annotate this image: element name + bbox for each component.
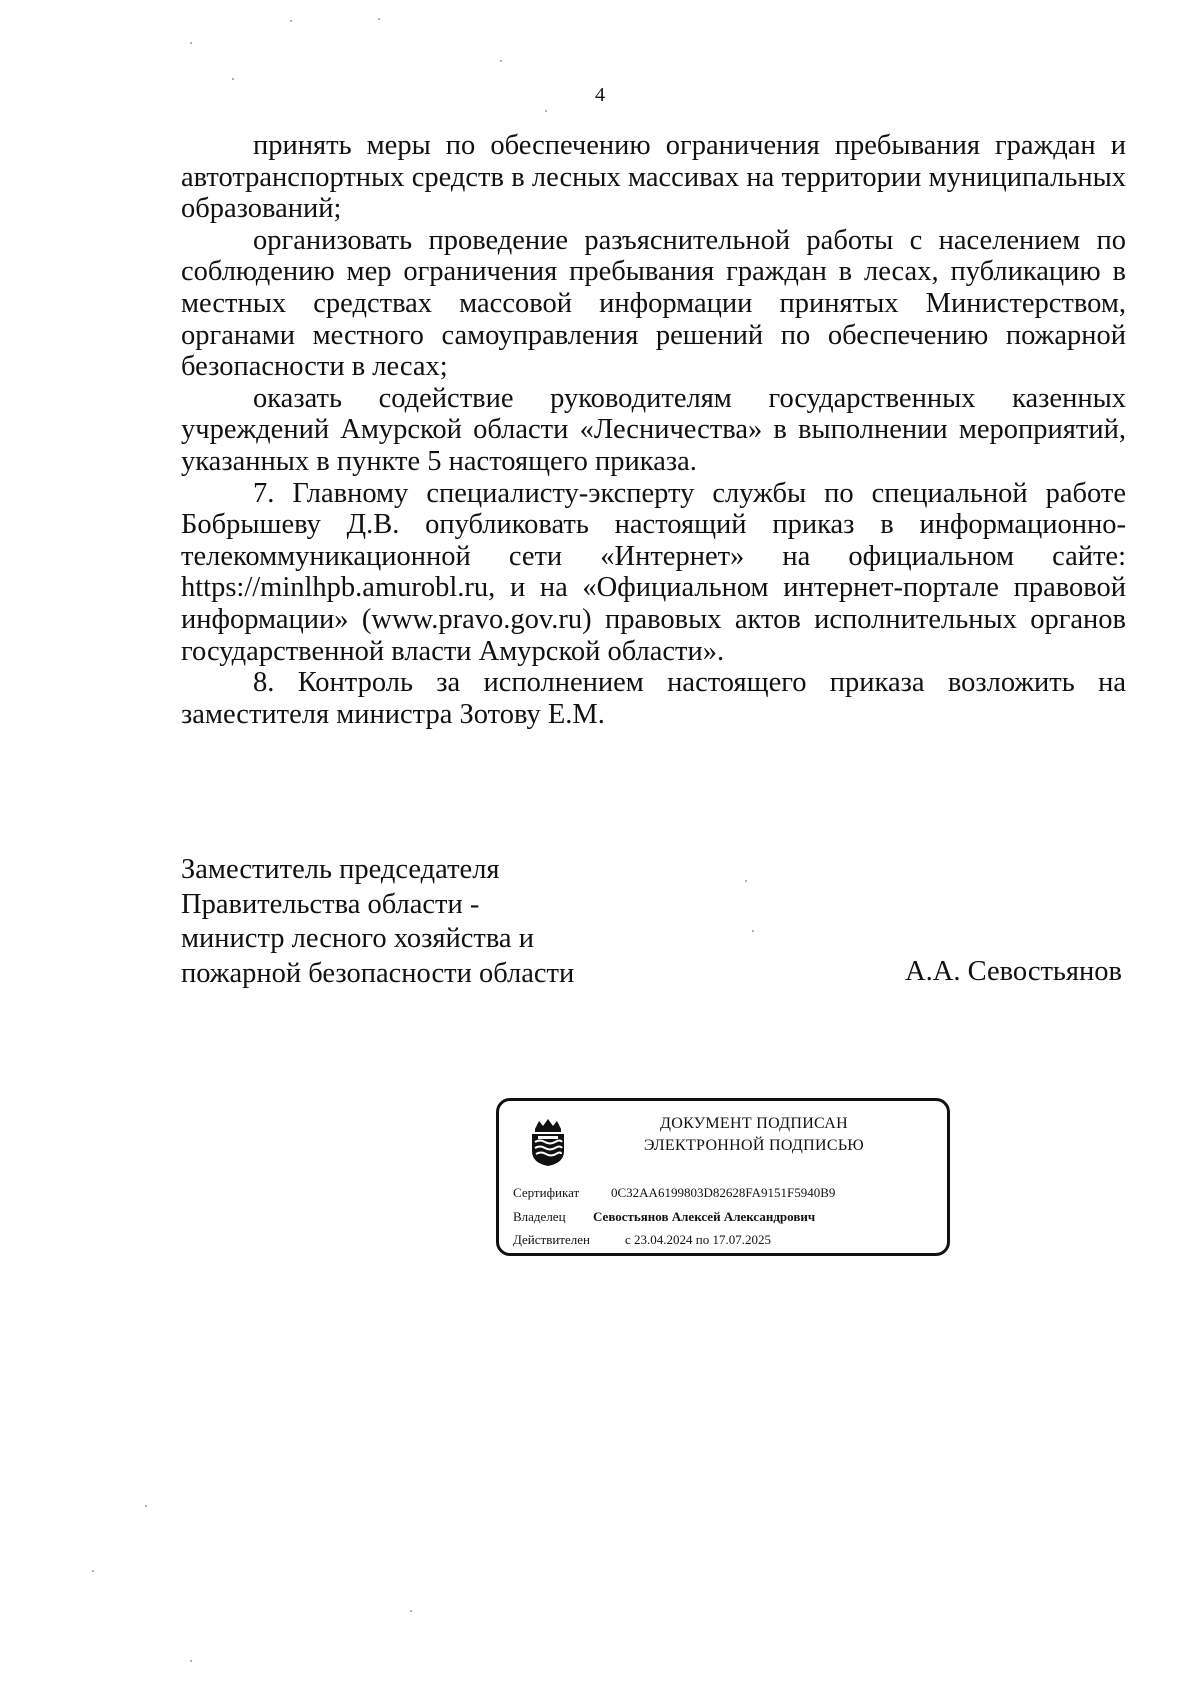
- signatory-title-line: министр лесного хозяйства и: [181, 923, 534, 954]
- stamp-title: [569, 1113, 939, 1157]
- electronic-signature-stamp: [496, 1098, 950, 1256]
- certificate-label: Сертификат: [513, 1185, 580, 1200]
- signatory-title-line: Правительства области -: [181, 888, 480, 920]
- signatory-title: [181, 853, 574, 991]
- signatory-title-line: пожарной безопасности области: [181, 957, 575, 989]
- paragraph-measures: принять меры по обеспечению ограничения пребывания граждан и автотранспортных средств в лесных массивах на территории муниципальных образований;: [181, 130, 1126, 225]
- stamp-title-line: ДОКУМЕНТ ПОДПИСАН: [660, 1115, 848, 1132]
- stamp-title-line: ЭЛЕКТРОННОЙ ПОДПИСЬЮ: [643, 1137, 865, 1154]
- owner-row: [513, 1209, 815, 1225]
- paragraph-item-7: 7. Главному специалисту-эксперту службы по специальной работе Бобрышеву Д.В. опубликовать настоящий приказ в информационно-телекоммуникационной сети «Интернет» на официальном сайте: https://minlhpb.amurobl.ru, и на «Официальном интернет-портале правовой информации» (www.pravo.gov.ru) правовых актов исполнительных органов государственной власти Амурской области».: [181, 477, 1126, 667]
- valid-row: [513, 1232, 771, 1248]
- coat-of-arms-icon: [527, 1115, 569, 1167]
- signatory-title-line: Заместитель председателя: [181, 854, 500, 885]
- owner-value: Севостьянов Алексей Александрович: [593, 1209, 816, 1224]
- certificate-row: [513, 1185, 835, 1201]
- valid-value: с 23.04.2024 по 17.07.2025: [625, 1232, 771, 1247]
- signer-name: А.А. Севостьянов: [905, 956, 1122, 987]
- page-number: 4: [595, 84, 605, 106]
- owner-label: Владелец: [513, 1209, 566, 1224]
- paragraph-item-8: 8. Контроль за исполнением настоящего приказа возложить на заместителя министра Зотову Е.М.: [181, 667, 1126, 730]
- document-body: [181, 130, 1126, 730]
- paragraph-explanatory-work: организовать проведение разъяснительной работы с населением по соблюдению мер ограничения пребывания граждан в лесах, публикацию в местных средствах массовой информации принятых Министерством, органами местного самоуправления решений по обеспечению пожарной безопасности в лесах;: [181, 224, 1126, 383]
- certificate-value: 0C32AA6199803D82628FA9151F5940B9: [611, 1185, 836, 1200]
- paragraph-assistance: оказать содействие руководителям государственных казенных учреждений Амурской области «Лесничества» в выполнении мероприятий, указанных в пункте 5 настоящего приказа.: [181, 382, 1126, 477]
- valid-label: Действителен: [513, 1232, 590, 1247]
